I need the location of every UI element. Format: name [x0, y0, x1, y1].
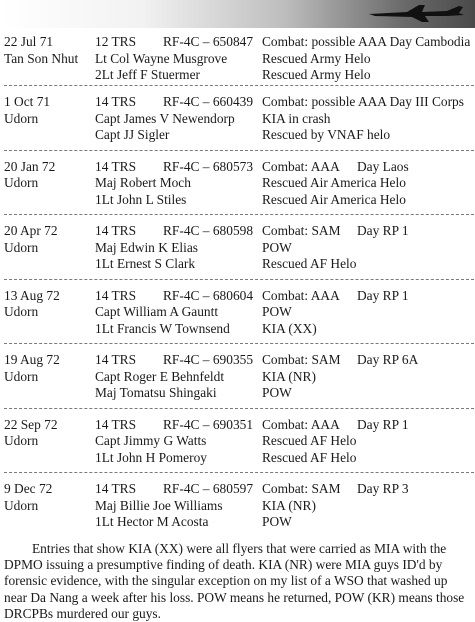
base: Udorn	[4, 175, 39, 190]
unit: 14 TRS	[95, 158, 137, 174]
loss-date: 20 Jan 72	[4, 158, 56, 174]
loss-date: 1 Oct 71	[4, 94, 51, 109]
divider	[4, 214, 474, 215]
crew-name: Capt Jimmy G Watts	[95, 433, 207, 448]
crew-name: 2Lt Jeff F Stuermer	[95, 67, 200, 82]
loss-entry	[4, 352, 474, 417]
loss-entry	[4, 94, 474, 159]
crew-status: KIA (NR)	[262, 368, 316, 384]
crew-status: Rescued AF Helo	[262, 433, 357, 448]
crew-status: KIA (XX)	[262, 320, 317, 336]
loss-date: 20 Apr 72	[4, 223, 58, 238]
divider	[4, 343, 474, 344]
loss-cause: Combat: SAM	[262, 352, 341, 367]
loss-entry	[4, 223, 474, 288]
aircraft-serial: RF-4C – 690351	[163, 416, 254, 432]
crew-name: 1Lt Francis W Townsend	[95, 320, 230, 336]
loss-table	[4, 34, 474, 546]
loss-cause: Combat: AAA	[262, 416, 340, 432]
loss-area: Day Laos	[357, 158, 409, 174]
crew-status: Rescued Air America Helo	[262, 191, 406, 207]
aircraft-serial: RF-4C – 660439	[163, 94, 254, 109]
crew-status: KIA (NR)	[262, 497, 316, 513]
unit: 12 TRS	[95, 34, 137, 49]
loss-date: 22 Sep 72	[4, 416, 58, 432]
base: Udorn	[4, 433, 39, 448]
crew-status: Rescued by VNAF helo	[262, 127, 391, 142]
loss-entry	[4, 159, 474, 224]
base: Tan Son Nhut	[4, 50, 79, 66]
unit: 14 TRS	[95, 223, 137, 238]
loss-area: Day RP 3	[357, 481, 409, 496]
loss-cause: Combat: possible AAA Day III Corps	[262, 94, 464, 109]
header-band	[0, 0, 475, 28]
aircraft-serial: RF-4C – 680604	[163, 287, 254, 303]
crew-name: Maj Robert Moch	[95, 175, 191, 190]
crew-name: 1Lt John H Pomeroy	[95, 449, 207, 465]
base: Udorn	[4, 368, 39, 384]
divider	[4, 150, 474, 151]
crew-status: KIA in crash	[262, 110, 331, 126]
loss-entry	[4, 417, 474, 482]
crew-name: Lt Col Wayne Musgrove	[95, 50, 228, 66]
crew-name: 1Lt John L Stiles	[95, 191, 187, 207]
unit: 14 TRS	[95, 94, 137, 109]
base: Udorn	[4, 497, 39, 513]
loss-area: Day RP 1	[357, 416, 409, 432]
crew-status: POW	[262, 514, 292, 529]
unit: 14 TRS	[95, 416, 137, 432]
unit: 14 TRS	[95, 481, 137, 496]
crew-status: POW	[262, 239, 292, 255]
loss-area: Day RP 1	[357, 223, 409, 238]
crew-name: 1Lt Ernest S Clark	[95, 256, 196, 271]
crew-name: Capt Roger E Behnfeldt	[95, 368, 225, 384]
footnote: Entries that show KIA (XX) were all flyers that were carried as MIA with the DPMO issuing a presumptive finding of death. KIA (NR) were MIA guys ID'd by forensic evidence, with the singular exception on my list of a WSO that washed up near Da Nang a week after his loss. POW means he returned, POW (KR) means those DRCPBs murdered our guys.	[4, 541, 465, 621]
divider	[4, 279, 474, 280]
loss-date: 19 Aug 72	[4, 352, 60, 367]
loss-date: 22 Jul 71	[4, 34, 54, 49]
loss-cause: Combat: possible AAA Day Cambodia	[262, 34, 471, 49]
crew-status: Rescued AF Helo	[262, 449, 357, 465]
aircraft-serial: RF-4C – 680573	[163, 158, 254, 174]
loss-cause: Combat: SAM	[262, 223, 341, 238]
loss-cause: Combat: AAA	[262, 158, 340, 174]
crew-name: Capt William A Gauntt	[95, 304, 219, 319]
crew-name: Capt JJ Sigler	[95, 127, 170, 142]
base: Udorn	[4, 239, 39, 255]
divider	[4, 408, 474, 409]
jet-icon	[367, 2, 465, 24]
loss-cause: Combat: AAA	[262, 287, 340, 303]
loss-entry	[4, 481, 474, 546]
crew-name: Capt James V Newendorp	[95, 110, 235, 126]
crew-status: Rescued Army Helo	[262, 50, 371, 66]
divider	[4, 85, 474, 86]
divider	[4, 472, 474, 473]
crew-name: Maj Edwin K Elias	[95, 239, 199, 255]
base: Udorn	[4, 110, 39, 126]
unit: 14 TRS	[95, 287, 137, 303]
crew-status: POW	[262, 385, 292, 400]
loss-cause: Combat: SAM	[262, 481, 341, 496]
crew-status: Rescued Air America Helo	[262, 175, 406, 190]
crew-status: Rescued AF Helo	[262, 256, 357, 271]
loss-date: 13 Aug 72	[4, 287, 60, 303]
base: Udorn	[4, 304, 39, 319]
aircraft-serial: RF-4C – 680597	[163, 481, 254, 496]
loss-date: 9 Dec 72	[4, 481, 53, 496]
crew-name: Maj Tomatsu Shingaki	[95, 385, 217, 400]
crew-status: Rescued Army Helo	[262, 67, 371, 82]
loss-entry	[4, 288, 474, 353]
loss-entry	[4, 34, 474, 94]
loss-area: Day RP 1	[357, 287, 409, 303]
unit: 14 TRS	[95, 352, 137, 367]
loss-area: Day RP 6A	[357, 352, 419, 367]
crew-name: Maj Billie Joe Williams	[95, 497, 223, 513]
aircraft-serial: RF-4C – 650847	[163, 34, 254, 49]
aircraft-serial: RF-4C – 680598	[163, 223, 254, 238]
aircraft-serial: RF-4C – 690355	[163, 352, 254, 367]
crew-name: 1Lt Hector M Acosta	[95, 514, 209, 529]
crew-status: POW	[262, 304, 292, 319]
